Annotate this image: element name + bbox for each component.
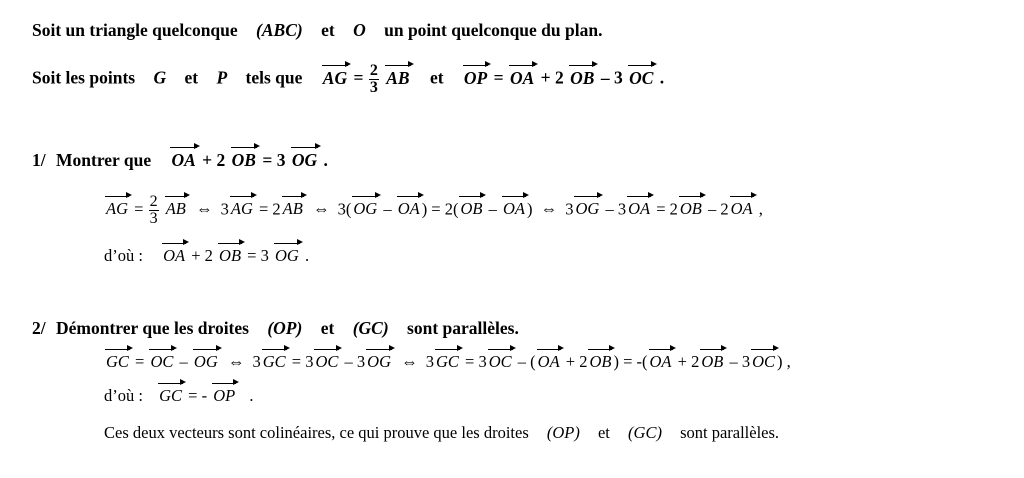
vector-oa: OA	[171, 150, 196, 170]
question-1-title	[32, 148, 328, 172]
operator: = 3	[291, 352, 314, 371]
operator: – 3	[605, 199, 627, 219]
operator: = 3	[247, 246, 269, 265]
operator: –	[488, 199, 497, 219]
operator: + 2	[565, 352, 588, 371]
operator: + 2	[191, 246, 213, 265]
comma: ,	[758, 199, 763, 219]
vector-gc: GC	[434, 350, 461, 374]
word-et: et	[429, 67, 444, 88]
operator: = 2	[656, 199, 678, 219]
vector-oa: OA	[536, 350, 562, 374]
point-o: O	[353, 20, 366, 40]
word-dou: d’où :	[104, 386, 143, 405]
operator: – 3	[344, 352, 366, 371]
operator: 3(	[337, 199, 352, 219]
vector-ob: OB	[678, 197, 704, 221]
question-number: 1/	[32, 150, 46, 170]
vector-gc: GC	[157, 384, 184, 408]
triangle-name: (ABC)	[256, 20, 303, 40]
equivalence-symbol: ⇔	[312, 199, 330, 219]
vector-ag: AG	[229, 197, 255, 221]
q1-conclusion-line	[104, 244, 309, 268]
operator: = 2	[258, 199, 281, 219]
vector-gc: GC	[261, 350, 288, 374]
period: .	[659, 67, 665, 88]
vector-ag: AG	[322, 67, 348, 88]
q1-derivation-line	[104, 194, 763, 227]
question-text: Démontrer que les droites	[56, 318, 249, 338]
vector-og: OG	[273, 244, 301, 268]
vector-ob: OB	[217, 244, 243, 268]
vector-ob: OB	[570, 67, 595, 88]
explanation-text-end: sont parallèles.	[680, 423, 780, 442]
equivalence-symbol: ⇔	[401, 352, 418, 371]
frac-den: 3	[149, 210, 158, 227]
vector-oa: OA	[501, 197, 527, 221]
line-op: (OP)	[546, 423, 580, 442]
equals-sign: =	[134, 199, 144, 219]
period: .	[304, 246, 310, 265]
question-number: 2/	[32, 318, 46, 338]
coefficient: 3	[565, 199, 574, 219]
question-2-title	[32, 316, 519, 340]
vector-ob: OB	[587, 350, 613, 374]
vector-oa: OA	[648, 350, 674, 374]
operator: = 3	[465, 352, 487, 371]
vector-oc: OC	[313, 350, 340, 374]
line-gc: (GC)	[352, 318, 389, 338]
vector-ab: AB	[386, 67, 410, 88]
operator: – 2	[708, 199, 729, 219]
question-text-end: sont parallèles.	[407, 318, 519, 338]
frac-den: 3	[369, 79, 378, 96]
vector-oc: OC	[487, 350, 514, 374]
word-dou: d’où :	[104, 246, 143, 265]
equivalence-symbol: ⇔	[195, 199, 213, 219]
period: .	[249, 386, 254, 405]
vector-oc: OC	[629, 67, 654, 88]
vector-ob: OB	[231, 150, 256, 170]
operator: –	[179, 352, 188, 371]
vector-og: OG	[365, 350, 393, 374]
operator: – (	[517, 352, 536, 371]
vector-og: OG	[192, 350, 220, 374]
vector-oa: OA	[626, 197, 652, 221]
word-et: et	[320, 318, 335, 338]
question-text: Montrer que	[56, 150, 152, 170]
operator: ) = 2(	[421, 199, 459, 219]
vector-oa: OA	[729, 197, 755, 221]
equivalence-symbol: ⇔	[540, 199, 558, 219]
fraction-two-thirds	[369, 63, 379, 96]
vector-oa: OA	[509, 67, 535, 88]
operator: + 2	[540, 67, 564, 88]
word-et: et	[321, 20, 335, 40]
explanation-text: Ces deux vecteurs sont colinéaires, ce qui prouve que les droites	[104, 423, 529, 442]
intro-text-2: Soit les points	[32, 67, 136, 88]
line-op: (OP)	[267, 318, 303, 338]
equals-sign: =	[493, 67, 504, 88]
word-et: et	[184, 67, 199, 88]
operator: + 2	[677, 352, 700, 371]
intro-text-end: un point quelconque du plan.	[384, 20, 603, 40]
vector-og: OG	[291, 150, 318, 170]
operator: = -	[188, 386, 208, 405]
vector-ob: OB	[458, 197, 484, 221]
equals-sign: =	[135, 352, 145, 371]
operator: –	[383, 199, 392, 219]
vector-oc: OC	[750, 350, 777, 374]
coefficient: 3	[252, 352, 261, 371]
point-g: G	[153, 67, 167, 88]
operator: ) = -(	[613, 352, 648, 371]
q2-conclusion-line	[104, 384, 253, 408]
vector-og: OG	[573, 197, 601, 221]
vector-ab: AB	[281, 197, 305, 221]
point-p: P	[216, 67, 228, 88]
operator: )	[526, 199, 533, 219]
operator: ) ,	[777, 352, 791, 371]
operator: – 3	[729, 352, 751, 371]
vector-ab: AB	[164, 197, 188, 221]
vector-ob: OB	[699, 350, 725, 374]
equals-sign: =	[353, 67, 364, 88]
word-et: et	[597, 423, 610, 442]
intro-line-1	[32, 18, 602, 42]
frac-num: 2	[369, 62, 378, 79]
vector-oa: OA	[161, 244, 187, 268]
vector-oc: OC	[148, 350, 175, 374]
q2-explanation-line	[104, 421, 779, 445]
operator: = 3	[262, 150, 286, 170]
period: .	[323, 150, 328, 170]
vector-op: OP	[463, 67, 488, 88]
vector-gc: GC	[104, 350, 131, 374]
vector-ag: AG	[104, 197, 130, 221]
word-tels-que: tels que	[245, 67, 303, 88]
fraction-two-thirds	[149, 194, 159, 227]
line-gc: (GC)	[628, 423, 662, 442]
q2-derivation-line	[104, 350, 791, 374]
intro-line-2	[32, 63, 664, 96]
vector-oa: OA	[396, 197, 422, 221]
vector-og: OG	[351, 197, 379, 221]
operator: + 2	[202, 150, 226, 170]
frac-num: 2	[149, 193, 158, 210]
vector-op: OP	[211, 384, 237, 408]
intro-text: Soit un triangle quelconque	[32, 20, 238, 40]
operator: – 3	[600, 67, 623, 88]
coefficient: 3	[220, 199, 229, 219]
equivalence-symbol: ⇔	[227, 352, 245, 371]
coefficient: 3	[425, 352, 434, 371]
